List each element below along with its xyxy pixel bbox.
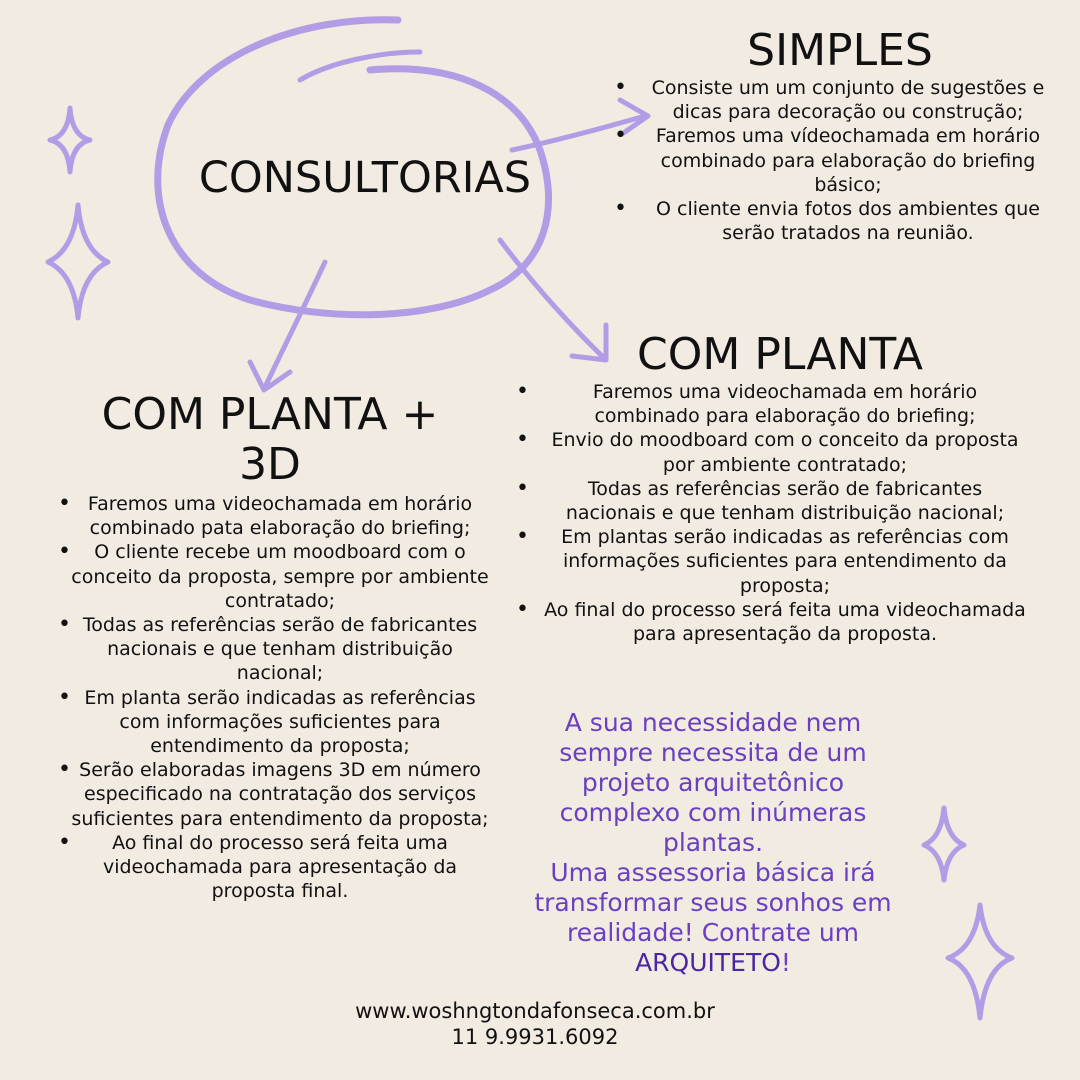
promo-message-part2: Uma assessoria básica irá transformar seus sonhos em realidade! Contrate um [534, 858, 892, 947]
sparkle-icon [50, 108, 90, 172]
sparkle-icon [948, 905, 1012, 1018]
simples-list [630, 76, 1066, 245]
promo-highlight: ARQUITETO [635, 948, 781, 977]
sparkle-icon [924, 808, 964, 880]
list-item: • Serão elaboradas imagens 3D em número especificado na contratação dos serviços suficientes para entendimento da proposta; [70, 758, 490, 831]
list-item: • Faremos uma videochamada em horário combinado para elaboração do briefing; [540, 380, 1030, 428]
list-item: • Em plantas serão indicadas as referências com informações suficientes para entendimento da proposta; [540, 525, 1030, 598]
phone-number: 11 9.9931.6092 [451, 1025, 619, 1049]
page-title: CONSULTORIAS [198, 153, 532, 203]
com-planta-title: COM PLANTA [637, 329, 923, 380]
list-item: • Todas as referências serão de fabricantes nacionais e que tenham distribuição nacional; [540, 477, 1030, 525]
com-planta-list [540, 380, 1030, 646]
list-item: • Ao final do processo será feita uma videochamada para apresentação da proposta. [540, 598, 1030, 646]
com-planta-3d-title: COM PLANTA + 3D [101, 389, 439, 490]
list-item: • O cliente recebe um moodboard com o conceito da proposta, sempre por ambiente contratado; [70, 540, 490, 613]
promo-message-end: ! [780, 948, 791, 977]
simples-title: SIMPLES [747, 25, 933, 76]
list-item: • Faremos uma videochamada em horário combinado pata elaboração do briefing; [70, 492, 490, 540]
sparkle-icon [48, 205, 108, 318]
list-item: • Envio do moodboard com o conceito da proposta por ambiente contratado; [540, 428, 1030, 476]
list-item: • Todas as referências serão de fabricantes nacionais e que tenham distribuição nacional; [70, 613, 490, 686]
arrow-down-left-icon [266, 262, 325, 385]
website-link[interactable]: www.woshngtondafonseca.com.br [355, 999, 715, 1023]
com-planta-3d-list [70, 492, 490, 903]
list-item: • O cliente envia fotos dos ambientes que serão tratados na reunião. [630, 197, 1066, 245]
list-item: • Ao final do processo será feita uma videochamada para apresentação da proposta final. [70, 831, 490, 904]
list-item: • Em planta serão indicadas as referências com informações suficientes para entendimento da proposta; [70, 686, 490, 759]
footer [240, 998, 830, 1050]
arrow-down-right-icon [500, 240, 604, 358]
promo-message-part1: A sua necessidade nem sempre necessita de um projeto arquitetônico complexo com inúmeras plantas. [559, 708, 867, 857]
list-item: • Faremos uma vídeochamada em horário combinado para elaboração do briefing básico; [630, 124, 1066, 197]
promo-message [520, 708, 906, 978]
list-item: • Consiste um um conjunto de sugestões e dicas para decoração ou construção; [630, 76, 1066, 124]
